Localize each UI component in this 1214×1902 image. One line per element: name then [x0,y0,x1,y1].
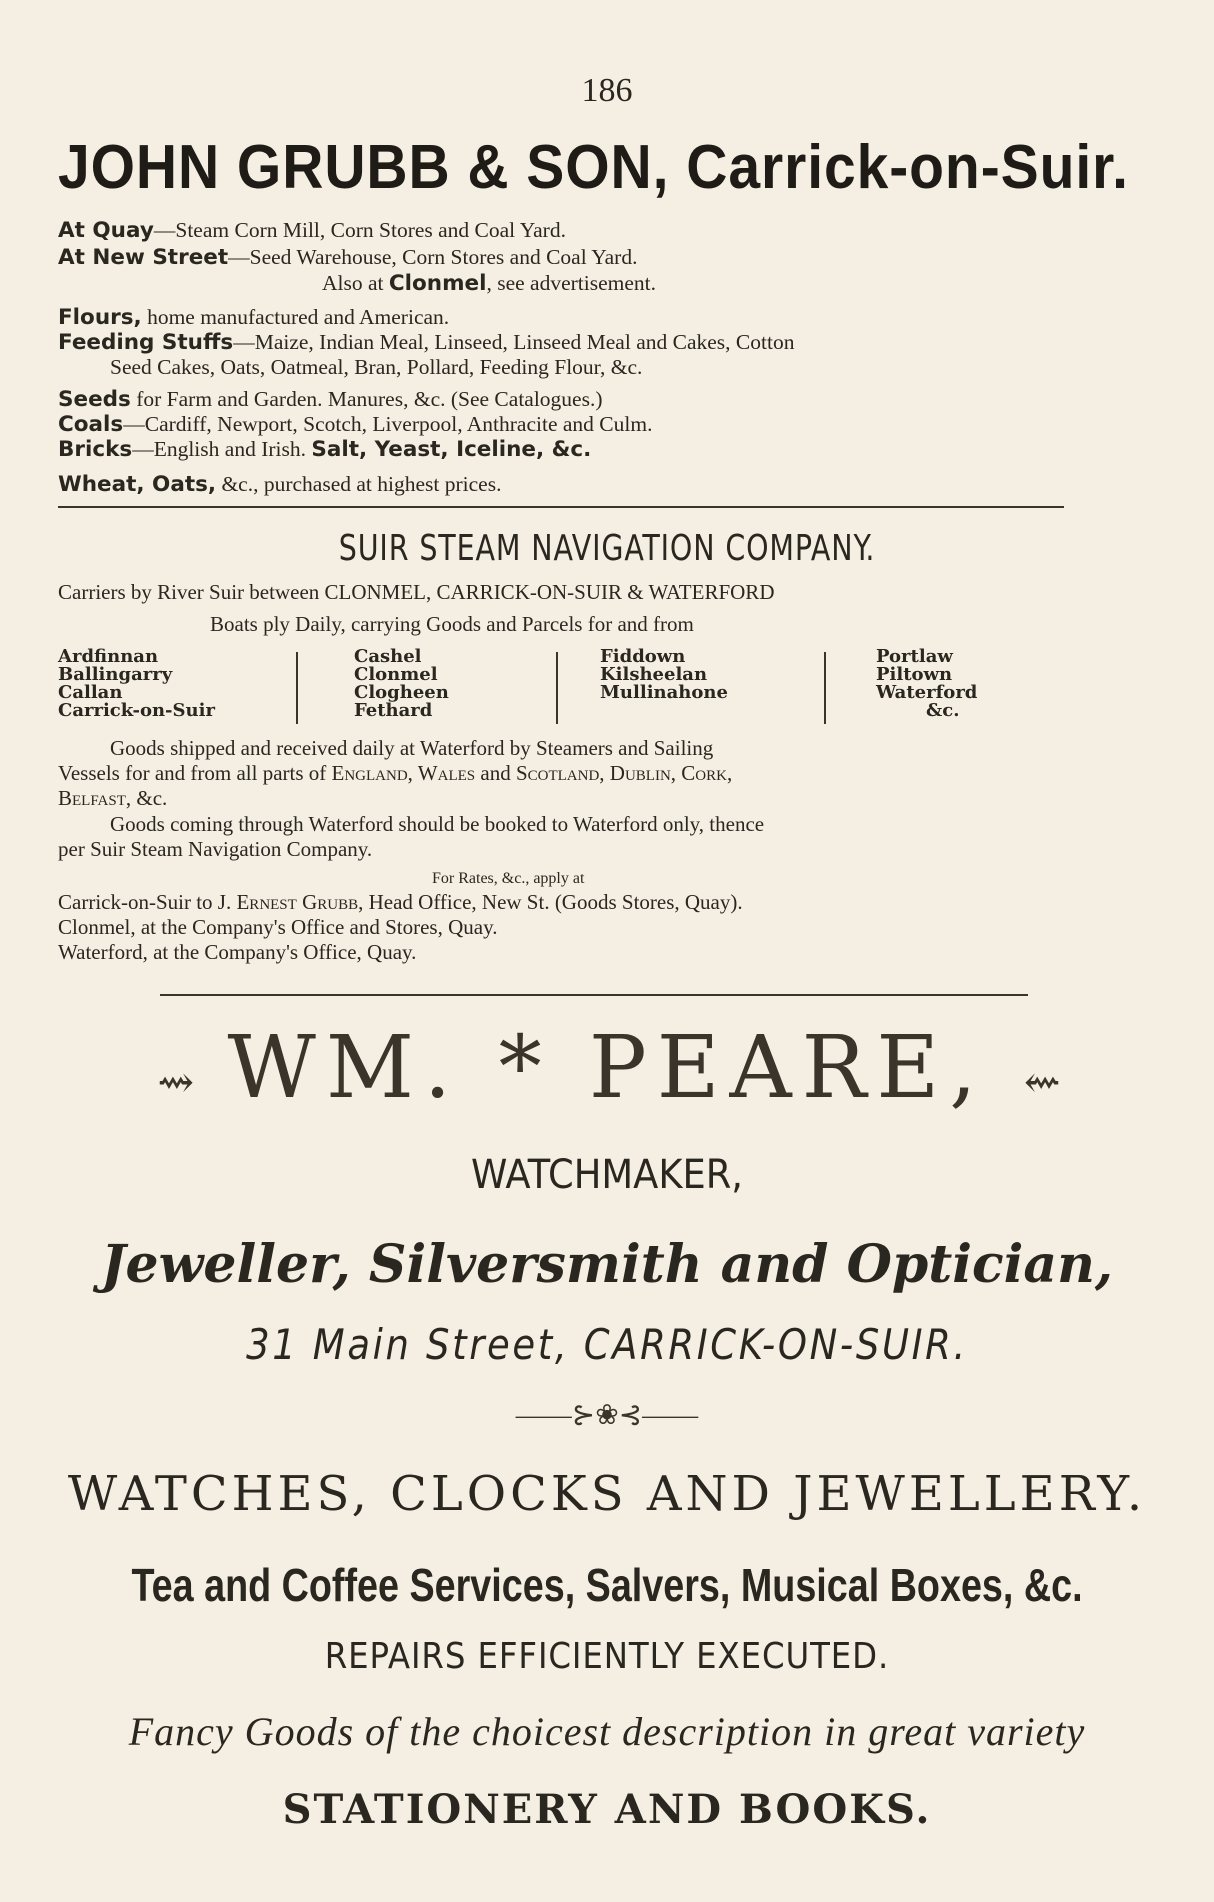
coals-text: —Cardiff, Newport, Scotch, Liverpool, Anthracite and Culm. [123,412,653,436]
seeds-label: Seeds [58,387,131,412]
fancy-goods-line: Fancy Goods of the choicest description in great variety [128,1709,1086,1754]
goods-etc: , &c. [125,786,168,810]
clonmel-office-line: Clonmel, at the Company's Office and Stores, Quay. [58,915,498,939]
feeding-line-2: Seed Cakes, Oats, Oatmeal, Bran, Pollard, Feeding Flour, &c. [110,355,643,379]
column-divider [556,652,558,724]
suir-title: SUIR STEAM NAVIGATION COMPANY. [338,528,876,569]
feeding-text: —Maize, Indian Meal, Linseed, Linseed Meal and Cakes, Cotton [233,330,795,354]
feeding-line [58,330,794,355]
column-divider [296,652,298,724]
peare-name: WM. * PEARE, [227,1018,987,1118]
seeds-line [58,387,603,412]
goods-belfast: Belfast [58,786,126,810]
wheat-text: &c., purchased at highest prices. [216,472,502,496]
place: &c. [926,700,960,721]
place: Callan [58,682,123,703]
place: Waterford [876,682,978,703]
also-line [322,271,656,296]
place: Cashel [354,646,422,667]
coming-line-1: Goods coming through Waterford should be booked to Waterford only, thence [110,812,765,836]
places-col-1 [58,648,215,720]
coming-line-2: per Suir Steam Navigation Company. [58,837,373,861]
place: Fiddown [600,646,686,667]
section-divider-2 [160,994,1028,996]
places-col-4 [876,648,977,720]
flours-line [58,305,449,330]
stationery-line: STATIONERY AND BOOKS. [282,1786,932,1833]
seeds-text: for Farm and Garden. Manures, &c. (See Catalogues.) [130,387,603,411]
place: Portlaw [876,646,953,667]
carrick-post: , Head Office, New St. (Goods Stores, Quay). [358,890,743,914]
jeweller-heading: Jeweller, Silversmith and Optician, [100,1234,1114,1295]
carrick-office-line [58,890,743,915]
coals-line [58,412,652,437]
tea-services-line: Tea and Coffee Services, Salvers, Musical Boxes, &c. [131,1559,1083,1611]
quay-text: —Steam Corn Mill, Corn Stores and Coal Yard. [153,218,566,242]
goods-text: Vessels for and from all parts of [58,761,332,785]
carrick-name: Ernest Grubb [236,890,359,914]
street-line [58,245,637,270]
left-arrow-icon: ⇝ [157,1057,191,1108]
street-text: —Seed Warehouse, Corn Stores and Coal Yard. [228,245,638,269]
place: Ballingarry [58,664,173,685]
right-arrow-icon: ⇜ [1023,1057,1057,1108]
coals-label: Coals [58,412,124,437]
place: Kilsheelan [600,664,708,685]
also-pre: Also at [322,271,389,295]
column-divider [824,652,826,724]
place: Ardfinnan [58,646,159,667]
place: Clonmel [354,664,438,685]
ornament-divider: ——⊱❀⊰—— [515,1400,699,1431]
watchmaker-heading: WATCHMAKER, [471,1152,743,1198]
boats-line: Boats ply Daily, carrying Goods and Parcels for and from [210,612,694,636]
also-post: , see advertisement. [486,271,657,295]
flours-text: home manufactured and American. [141,305,450,329]
bricks-text: —English and Irish. [132,437,312,461]
feeding-label: Feeding Stuffs [58,330,234,355]
quay-line [58,218,566,243]
carrick-pre: Carrick-on-Suir to J. [58,890,237,914]
goods-places-2: Scotland, Dublin, Cork, [515,761,733,785]
places-col-2 [354,648,449,720]
wheat-label: Wheat, Oats, [58,472,217,497]
grubb-masthead: JOHN GRUBB & SON, Carrick-on-Suir. [58,133,1129,202]
peare-name-line [0,1018,1214,1118]
place: Mullinahone [600,682,728,703]
salt-text: Salt, Yeast, Iceline, &c. [311,437,592,462]
goods-and: and [475,761,516,785]
waterford-office-line: Waterford, at the Company's Office, Quay. [58,940,417,964]
page-number: 186 [581,72,633,109]
peare-address: 31 Main Street, CARRICK-ON-SUIR. [246,1320,968,1369]
goods-line-1: Goods shipped and received daily at Waterford by Steamers and Sailing [110,736,714,760]
place: Clogheen [354,682,449,703]
flours-label: Flours, [58,305,142,330]
section-divider-1 [58,506,1064,508]
rates-line: For Rates, &c., apply at [432,870,585,887]
wheat-line [58,472,501,497]
carriers-line: Carriers by River Suir between CLONMEL, CARRICK-ON-SUIR & WATERFORD [58,580,775,604]
quay-label: At Quay [58,218,154,243]
place: Fethard [354,700,433,721]
watches-heading: WATCHES, CLOCKS AND JEWELLERY. [67,1466,1147,1522]
place: Piltown [876,664,953,685]
places-col-3 [600,648,728,702]
also-bold: Clonmel [388,271,487,296]
bricks-line [58,437,591,462]
bricks-label: Bricks [58,437,133,462]
goods-line-2 [58,761,732,786]
place: Carrick-on-Suir [58,700,215,721]
repairs-line: REPAIRS EFFICIENTLY EXECUTED. [324,1636,890,1677]
street-label: At New Street [58,245,229,270]
goods-line-3 [58,786,167,811]
goods-places: England, Wales [331,761,476,785]
